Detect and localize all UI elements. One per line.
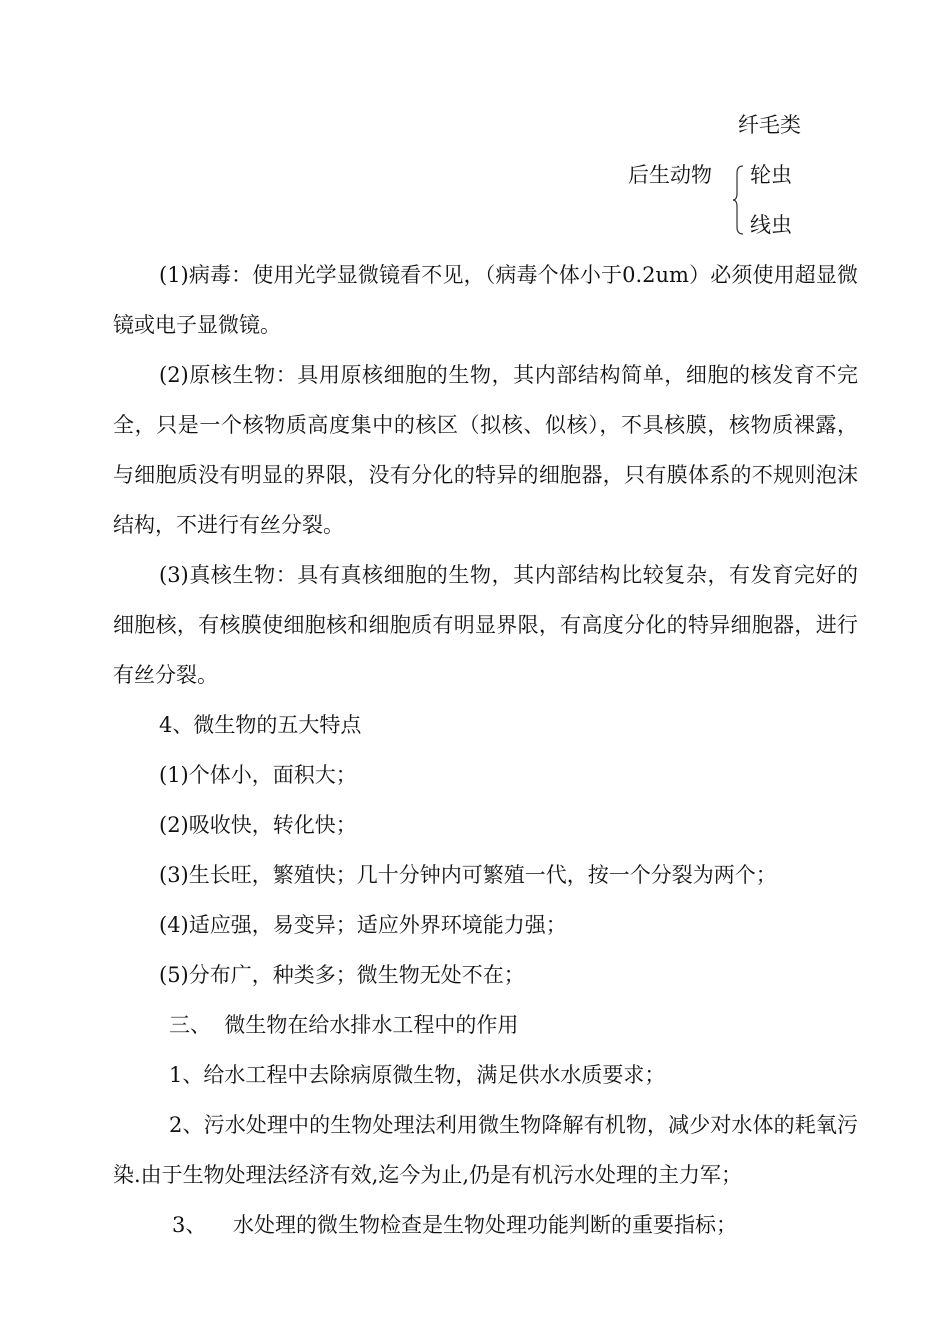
feature-item: (5)分布广，种类多；微生物无处不在； [159,963,525,987]
feature-item: (4)适应强，易变异；适应外界环境能力强； [159,913,567,937]
classification-parent: 后生动物 [628,163,712,187]
section3-item-2: 2、污水处理中的生物处理法利用微生物降解有机物，减少对水体的耗氧污染.由于生物处理法经济有效,迄今为止,仍是有机污水处理的主力军； [113,1113,858,1187]
section3-heading: 三、 微生物在给水排水工程中的作用 [169,1013,519,1037]
features-heading: 4、微生物的五大特点 [159,713,362,737]
section3-item-1: 1、给水工程中去除病原微生物，满足供水水质要求； [169,1063,666,1087]
section3-item-3: 3、 水处理的微生物检查是生物处理功能判断的重要指标； [172,1213,738,1237]
feature-item: (1)个体小，面积大； [159,763,357,787]
feature-item: (3)生长旺，繁殖快；几十分钟内可繁殖一代，按一个分裂为两个； [159,863,777,887]
paragraph-eukaryote: (3)真核生物：具有真核细胞的生物，其内部结构比较复杂，有发育完好的细胞核，有核膜使细胞核和细胞质有明显界限，有高度分化的特异细胞器，进行有丝分裂。 [113,563,858,687]
paragraph-prokaryote: (2)原核生物：具用原核细胞的生物，其内部结构简单，细胞的核发育不完全，只是一个核物质高度集中的核区（拟核、似核），不具核膜，核物质裸露，与细胞质没有明显的界限，没有分化的特异的细胞器，只有膜体系的不规则泡沫结构，不进行有丝分裂。 [113,363,858,537]
classification-child-rotifers: 轮虫 [750,163,792,187]
curly-brace-icon [732,165,744,235]
classification-child-nematodes: 线虫 [750,213,792,237]
paragraph-virus: (1)病毒：使用光学显微镜看不见，（病毒个体小于0.2um）必须使用超显微镜或电子显微镜。 [113,263,858,337]
classification-child-ciliates: 纤毛类 [738,113,801,137]
feature-item: (2)吸收快，转化快； [159,813,357,837]
